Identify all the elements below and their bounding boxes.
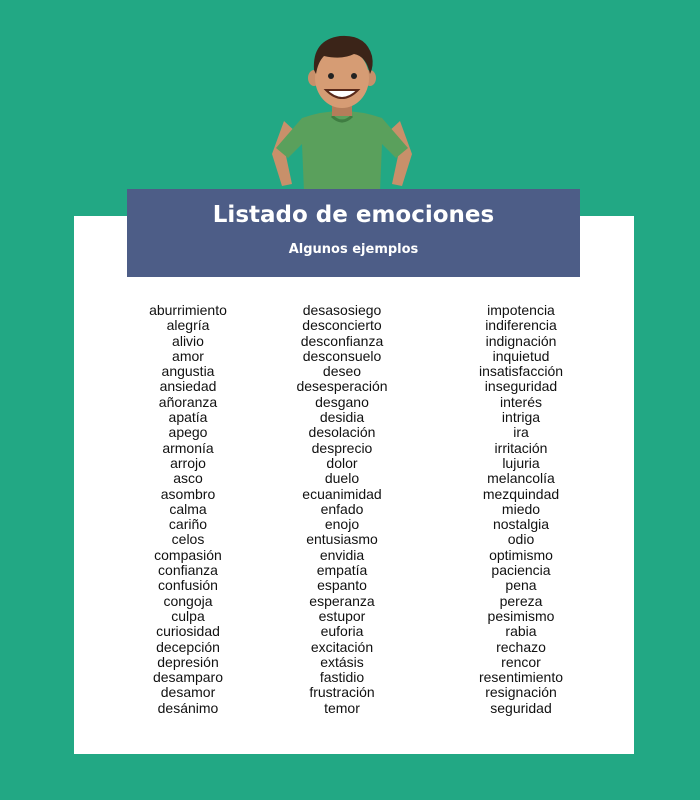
emotion-item: deseo bbox=[322, 363, 362, 380]
emotion-item: pena bbox=[505, 577, 537, 594]
emotion-item: ansiedad bbox=[159, 378, 217, 395]
emotion-item: congoja bbox=[163, 592, 213, 609]
emotion-item: resentimiento bbox=[478, 669, 564, 686]
emotion-item: compasión bbox=[154, 546, 222, 563]
emotion-item: desgano bbox=[315, 393, 369, 410]
emotion-item: extásis bbox=[320, 653, 364, 670]
emotion-item: añoranza bbox=[158, 393, 218, 410]
emotion-item: ecuanimidad bbox=[302, 485, 382, 502]
emotion-item: amor bbox=[172, 347, 204, 364]
emotion-item: desconcierto bbox=[302, 317, 382, 334]
emotion-item: dolor bbox=[326, 454, 358, 471]
emotion-item: duelo bbox=[324, 470, 360, 487]
emotion-item: intriga bbox=[501, 409, 541, 426]
emotion-item: fastidio bbox=[319, 669, 365, 686]
emotion-item: desesperación bbox=[296, 378, 388, 395]
emotion-item: miedo bbox=[501, 500, 541, 517]
emotion-item: rechazo bbox=[496, 638, 546, 655]
page-title: Listado de emociones bbox=[212, 202, 495, 228]
emotion-item: pereza bbox=[499, 592, 543, 609]
emotion-item: espanto bbox=[317, 577, 367, 594]
emotion-item: desolación bbox=[308, 424, 376, 441]
emotion-item: apego bbox=[168, 424, 208, 441]
emotion-item: interés bbox=[499, 393, 543, 410]
emotion-item: enojo bbox=[324, 516, 360, 533]
emotion-item: rabia bbox=[505, 623, 537, 640]
emotion-item: nostalgia bbox=[492, 516, 550, 533]
emotion-item: desconsuelo bbox=[302, 347, 382, 364]
emotion-item: asco bbox=[173, 470, 203, 487]
emotion-item: asombro bbox=[160, 485, 216, 502]
emotion-column-2 bbox=[242, 303, 442, 716]
emotion-item: inquietud bbox=[492, 347, 550, 364]
emotion-item: entusiasmo bbox=[306, 531, 378, 548]
emotion-item: celos bbox=[171, 531, 205, 548]
emotion-item: empatía bbox=[316, 562, 368, 579]
emotion-item: armonía bbox=[162, 439, 214, 456]
emotion-item: decepción bbox=[156, 638, 220, 655]
emotion-item: insatisfacción bbox=[478, 363, 564, 380]
emotion-item: estupor bbox=[318, 607, 366, 624]
emotion-item: desánimo bbox=[157, 699, 219, 716]
emotion-item: temor bbox=[324, 699, 360, 716]
emotion-item: impotencia bbox=[487, 302, 555, 318]
emotion-item: lujuria bbox=[502, 454, 540, 471]
emotion-item: desprecio bbox=[311, 439, 373, 456]
emotion-item: rencor bbox=[501, 653, 541, 670]
emotion-item: enfado bbox=[320, 500, 364, 517]
title-banner bbox=[127, 189, 580, 277]
emotion-item: desidia bbox=[319, 409, 365, 426]
emotion-item: calma bbox=[169, 500, 207, 517]
emotion-item: seguridad bbox=[490, 699, 552, 716]
emotion-item: desamor bbox=[160, 684, 216, 701]
emotion-item: angustia bbox=[161, 363, 215, 380]
emotion-item: euforia bbox=[320, 623, 364, 640]
emotion-item: arrojo bbox=[170, 454, 206, 471]
emotion-item: culpa bbox=[171, 607, 205, 624]
emotion-item: frustración bbox=[309, 684, 375, 701]
emotion-item: alivio bbox=[172, 332, 204, 349]
emotion-item: curiosidad bbox=[156, 623, 220, 640]
emotion-item: envidia bbox=[319, 546, 365, 563]
emotion-column-3 bbox=[421, 303, 621, 716]
emotion-item: indiferencia bbox=[485, 317, 557, 334]
emotion-item: resignación bbox=[485, 684, 557, 701]
emotion-item: desasosiego bbox=[302, 302, 382, 318]
smiling-man-icon bbox=[262, 26, 422, 192]
emotion-item: confianza bbox=[158, 562, 218, 579]
emotion-item: cariño bbox=[168, 516, 208, 533]
emotion-item: confusión bbox=[158, 577, 218, 594]
emotion-item: aburrimiento bbox=[149, 302, 227, 318]
emotion-item: pesimismo bbox=[487, 607, 555, 624]
emotion-item: apatía bbox=[168, 409, 208, 426]
emotion-item: inseguridad bbox=[484, 378, 558, 395]
emotion-item: desamparo bbox=[152, 669, 224, 686]
emotion-item: paciencia bbox=[491, 562, 551, 579]
page-subtitle: Algunos ejemplos bbox=[288, 242, 419, 257]
emotion-item: ira bbox=[513, 424, 529, 441]
emotion-item: melancolía bbox=[487, 470, 555, 487]
emotion-item: desconfianza bbox=[300, 332, 384, 349]
emotion-item: indignación bbox=[485, 332, 557, 349]
emotion-item: irritación bbox=[494, 439, 548, 456]
emotion-item: optimismo bbox=[489, 546, 553, 563]
emotion-item: alegría bbox=[166, 317, 210, 334]
emotion-item: esperanza bbox=[309, 592, 375, 609]
emotion-item: odio bbox=[507, 531, 535, 548]
emotion-item: excitación bbox=[310, 638, 374, 655]
emotion-item: depresión bbox=[157, 653, 219, 670]
emotion-item: mezquindad bbox=[482, 485, 560, 502]
